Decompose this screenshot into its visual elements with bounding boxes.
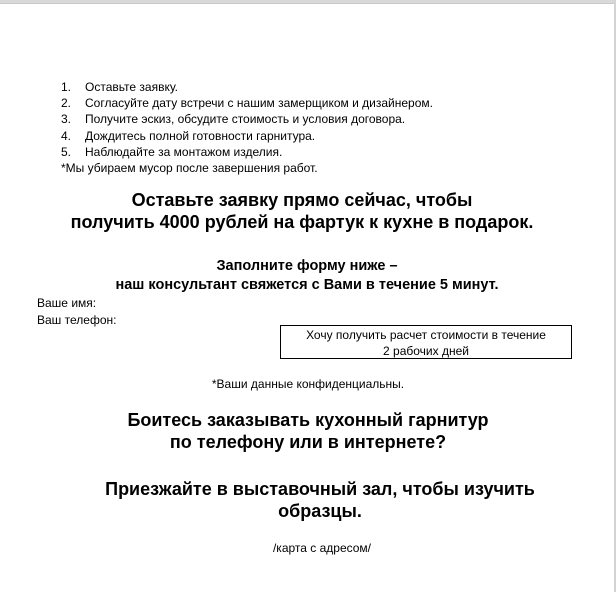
- form-heading-line2: наш консультант свяжется с Вами в течение 5 минут.: [115, 277, 499, 293]
- step-text: Получите эскиз, обсудите стоимость и условия договора.: [85, 112, 406, 127]
- step-text: Дождитесь полной готовности гарнитура.: [85, 128, 316, 143]
- name-field-label: Ваше имя:: [37, 296, 97, 310]
- showroom-heading: [12, 478, 616, 522]
- phone-field-label: Ваш телефон:: [37, 313, 117, 327]
- showroom-heading-line2: образцы.: [278, 501, 362, 521]
- step-number: 4.: [61, 128, 72, 143]
- form-heading: [0, 257, 615, 295]
- form-heading-line1: Заполните форму ниже –: [216, 258, 398, 274]
- steps-note: *Мы убираем мусор после завершения работ.: [61, 161, 318, 176]
- map-placeholder: /карта с адресом/: [272, 541, 372, 555]
- offer-heading-line1: Оставьте заявку прямо сейчас, чтобы: [131, 190, 473, 210]
- list-item: [61, 144, 433, 160]
- step-text: Оставьте заявку.: [85, 80, 178, 94]
- showroom-heading-line1: Приезжайте в выставочный зал, чтобы изучить: [105, 479, 535, 499]
- step-number: 1.: [61, 80, 72, 94]
- submit-label-line1: Хочу получить расчет стоимости в течение: [306, 328, 546, 342]
- step-number: 5.: [61, 144, 72, 159]
- window-top-border: [0, 0, 616, 4]
- fear-heading-line2: по телефону или в интернете?: [169, 432, 447, 452]
- steps-list: [61, 79, 433, 176]
- list-item: [61, 111, 433, 127]
- fear-heading: [0, 409, 616, 453]
- list-item: [61, 79, 433, 95]
- offer-heading-line2: получить 4000 рублей на фартук к кухне в подарок.: [70, 212, 534, 232]
- offer-heading: [0, 189, 610, 233]
- request-estimate-button[interactable]: [280, 325, 572, 359]
- list-item: [61, 128, 433, 144]
- fear-heading-line1: Боитесь заказывать кухонный гарнитур: [127, 410, 489, 430]
- submit-label-line2: 2 рабочих дней: [383, 344, 469, 358]
- step-text: Наблюдайте за монтажом изделия.: [85, 144, 283, 159]
- step-number: 3.: [61, 112, 72, 127]
- step-number: 2.: [61, 96, 72, 111]
- list-item: [61, 95, 433, 111]
- step-text: Согласуйте дату встречи с нашим замерщиком и дизайнером.: [85, 96, 433, 111]
- privacy-note: *Ваши данные конфиденциальны.: [211, 377, 405, 391]
